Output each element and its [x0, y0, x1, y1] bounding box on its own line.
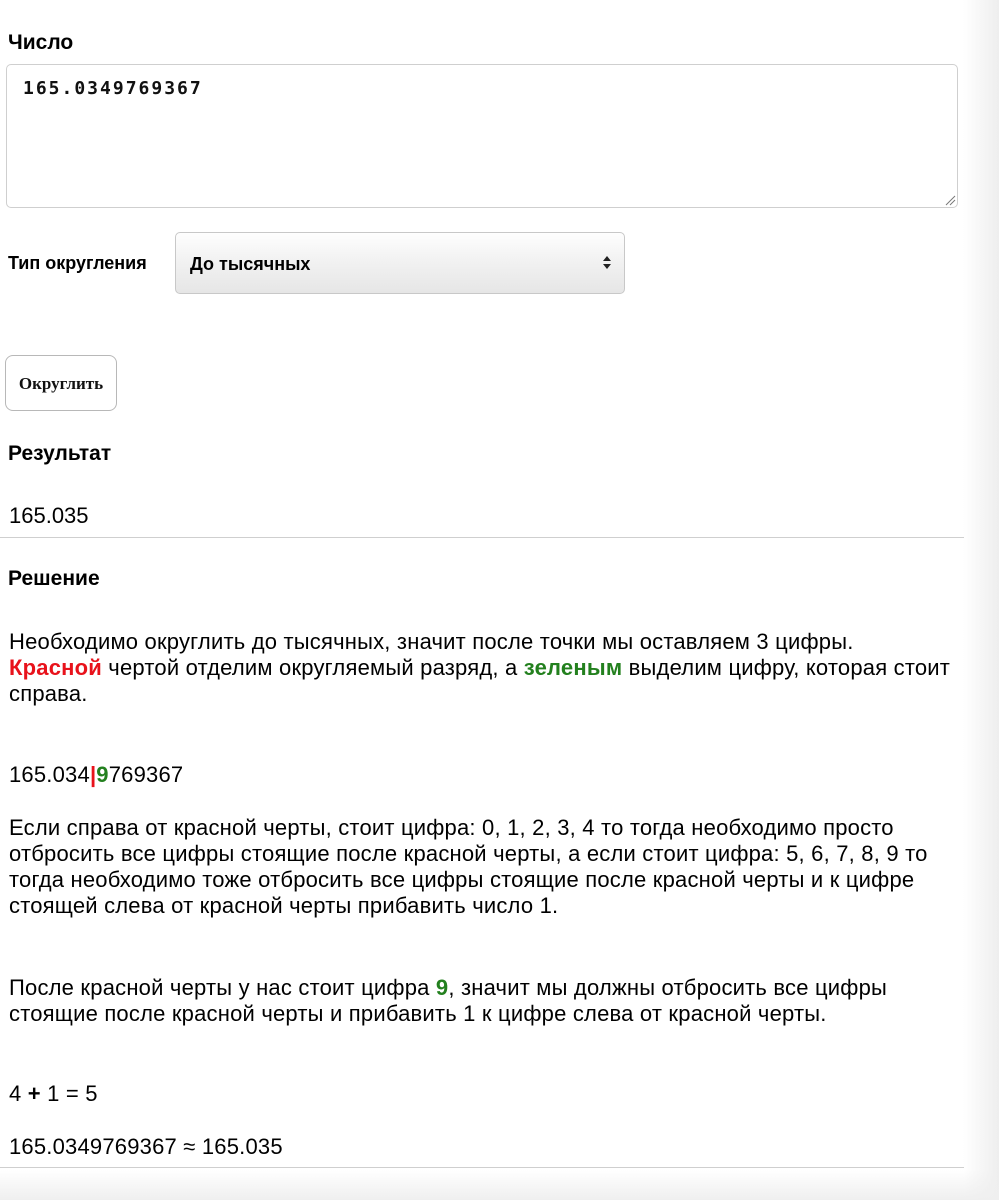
result-divider — [0, 537, 964, 538]
explanation-start: После красной черты у нас стоит цифра — [9, 975, 436, 1000]
rounding-explanation — [9, 975, 959, 1027]
resize-handle-icon[interactable] — [944, 194, 956, 206]
solution-divider — [0, 1167, 964, 1168]
result-heading: Результат — [8, 442, 112, 465]
rounding-type-label: Тип округления — [8, 253, 147, 273]
red-word: Красной — [9, 655, 102, 680]
addition-rest: 1 = 5 — [47, 1081, 98, 1106]
green-digit: 9 — [96, 762, 109, 787]
rounding-type-value: До тысячных — [190, 254, 311, 274]
rounding-type-select[interactable] — [175, 232, 625, 294]
intro-end: выделим цифру, которая стоит справа. — [9, 655, 951, 706]
number-input[interactable] — [6, 64, 958, 208]
plus-sign: + — [27, 1081, 41, 1106]
result-value: 165.035 — [9, 503, 89, 528]
solution-intro — [9, 629, 959, 707]
solution-heading: Решение — [8, 567, 100, 590]
select-arrows-icon — [602, 252, 612, 272]
final-approximation: 165.0349769367 ≈ 165.035 — [9, 1134, 283, 1159]
explanation-digit: 9 — [435, 975, 449, 1000]
split-right: 769367 — [108, 762, 184, 787]
intro-sentence: Необходимо округлить до тысячных, значит после точки мы оставляем 3 цифры. — [9, 629, 854, 654]
intro-middle: чертой отделим округляемый разряд, а — [102, 655, 524, 680]
bottom-edge-shadow — [0, 1170, 999, 1200]
red-bar: | — [89, 762, 97, 787]
explanation-end: , значит мы должны отбросить все цифры стоящие после красной черты и прибавить 1 к цифре слева от красной черты. — [9, 975, 888, 1026]
round-button[interactable]: Округлить — [5, 355, 117, 411]
right-edge-shadow — [963, 0, 999, 1200]
rounding-rule: Если справа от красной черты, стоит цифра: 0, 1, 2, 3, 4 то тогда необходимо просто отбросить все цифры стоящие после красной черты, а если стоит цифра: 5, 6, 7, 8, 9 то тогда необходимо тоже отбросить все цифры стоящие после красной черты и к цифре стоящей слева от красной черты прибавить число 1. — [9, 815, 928, 918]
green-word: зеленым — [523, 655, 623, 680]
split-left: 165.034 — [9, 762, 90, 787]
addition-operand: 4 — [9, 1081, 22, 1106]
split-number — [9, 762, 959, 788]
number-label: Число — [8, 31, 74, 54]
addition-step — [9, 1081, 959, 1107]
